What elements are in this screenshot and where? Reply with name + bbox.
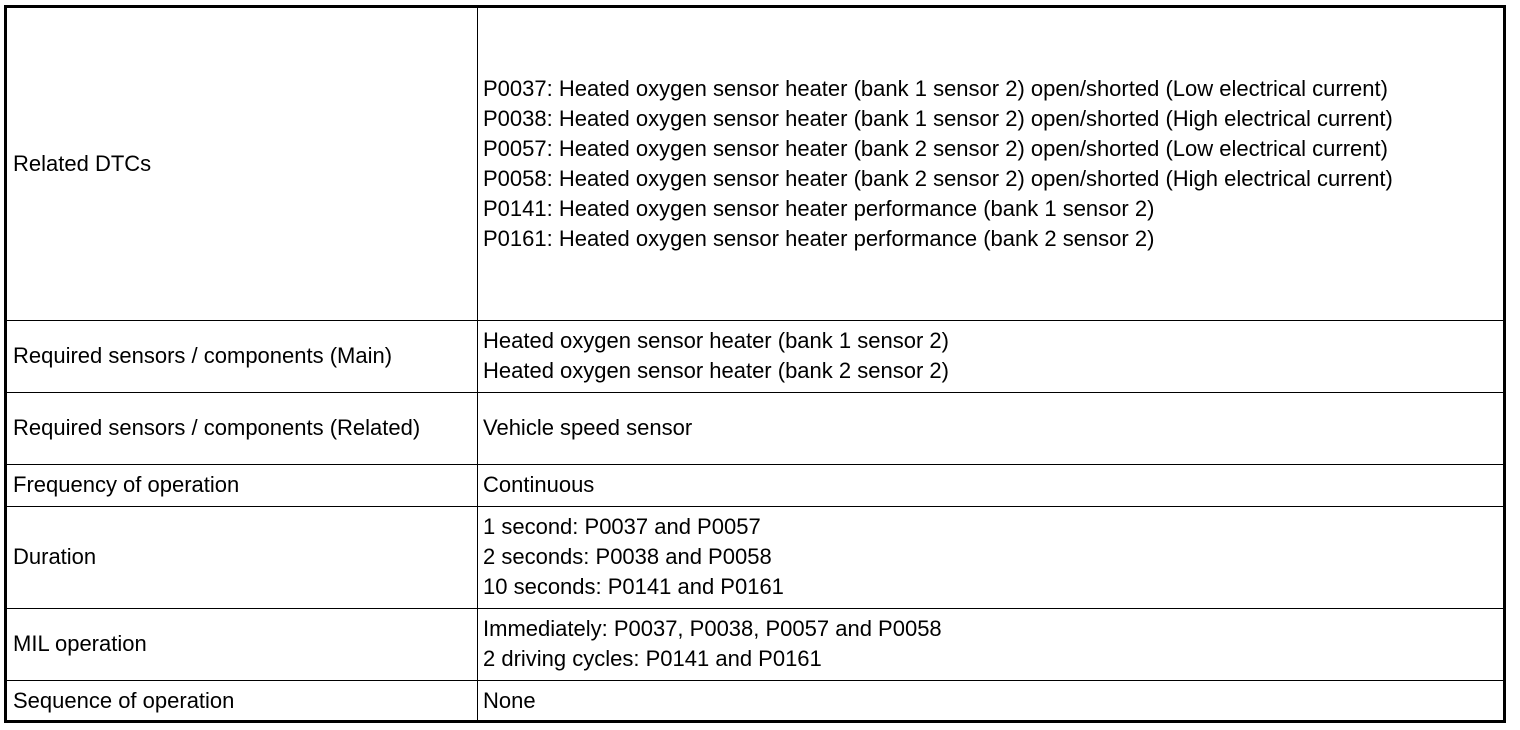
value-line: P0058: Heated oxygen sensor heater (bank 2 sensor 2) open/shorted (High electrical current) <box>483 165 1393 191</box>
value-line: Continuous <box>483 472 595 497</box>
table-row-required-related <box>7 392 1503 464</box>
value-line: 1 second: P0037 and P0057 <box>483 514 761 539</box>
value-line: 10 seconds: P0141 and P0161 <box>483 574 784 599</box>
spec-table <box>7 8 1503 721</box>
row-label: Sequence of operation <box>7 680 478 721</box>
row-label: Required sensors / components (Main) <box>7 320 478 392</box>
row-label: Related DTCs <box>7 8 478 320</box>
table-row-related-dtcs <box>7 8 1503 320</box>
row-value <box>478 8 1504 320</box>
value-line: Heated oxygen sensor heater (bank 1 sensor 2) <box>483 328 949 353</box>
value-line: P0141: Heated oxygen sensor heater performance (bank 1 sensor 2) <box>483 195 1155 221</box>
row-label: MIL operation <box>7 608 478 680</box>
table-row-mil-operation <box>7 608 1503 680</box>
value-line: Immediately: P0037, P0038, P0057 and P0058 <box>483 616 942 641</box>
value-line: P0038: Heated oxygen sensor heater (bank 1 sensor 2) open/shorted (High electrical current) <box>483 105 1393 131</box>
row-label: Frequency of operation <box>7 464 478 506</box>
table-row-frequency <box>7 464 1503 506</box>
row-label: Duration <box>7 506 478 608</box>
value-line: Heated oxygen sensor heater (bank 2 sensor 2) <box>483 358 949 383</box>
value-line: P0057: Heated oxygen sensor heater (bank 2 sensor 2) open/shorted (Low electrical current) <box>483 135 1388 161</box>
value-line: None <box>483 687 536 713</box>
row-value <box>478 464 1504 506</box>
row-label: Required sensors / components (Related) <box>7 392 478 464</box>
spec-table-frame <box>4 5 1506 723</box>
row-value <box>478 392 1504 464</box>
row-value <box>478 320 1504 392</box>
value-line: 2 seconds: P0038 and P0058 <box>483 544 772 569</box>
value-line: 2 driving cycles: P0141 and P0161 <box>483 646 822 671</box>
value-line: P0161: Heated oxygen sensor heater performance (bank 2 sensor 2) <box>483 225 1155 251</box>
row-value <box>478 608 1504 680</box>
row-value <box>478 506 1504 608</box>
table-row-required-main <box>7 320 1503 392</box>
value-line: P0037: Heated oxygen sensor heater (bank 1 sensor 2) open/shorted (Low electrical current) <box>483 75 1388 101</box>
table-row-sequence <box>7 680 1503 721</box>
row-value <box>478 680 1504 721</box>
value-line: Vehicle speed sensor <box>483 415 693 440</box>
table-row-duration <box>7 506 1503 608</box>
